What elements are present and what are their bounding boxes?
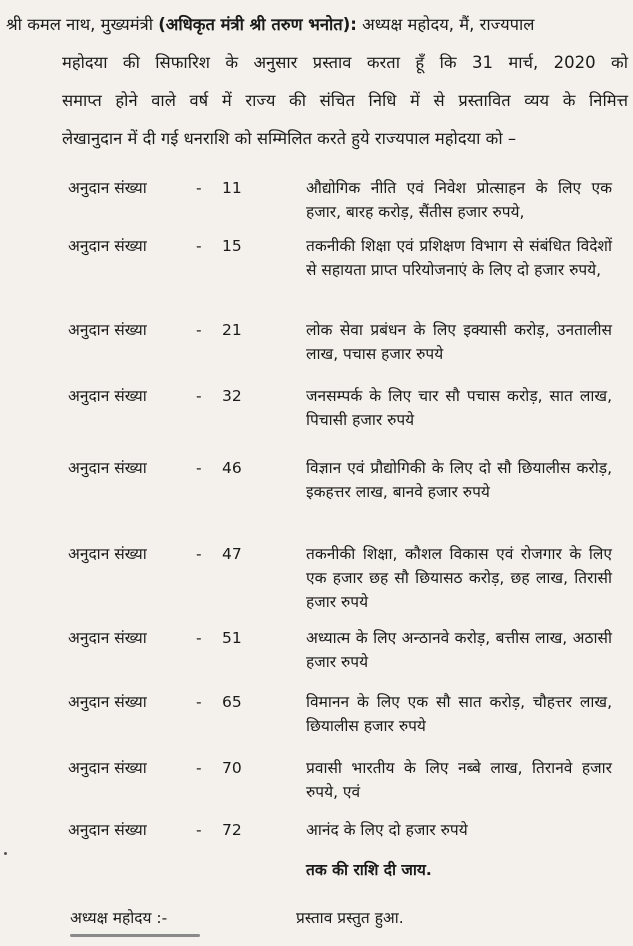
grant-description: अध्यात्म के लिए अन्ठानवे करोड़, बत्तीस लाख, अठासी हजार रुपये: [306, 629, 612, 671]
speaker-name: श्री कमल नाथ, मुख्यमंत्री: [6, 15, 153, 34]
grant-number: 32: [222, 387, 242, 405]
grant-dash: -: [196, 321, 202, 339]
intro-line-1: [6, 6, 628, 44]
grant-number: 70: [222, 759, 242, 777]
grant-number: 51: [222, 629, 242, 647]
grant-dash: -: [196, 387, 202, 405]
grant-description: तकनीकी शिक्षा, कौशल विकास एवं रोजगार के लिए एक हजार छह सौ छियासठ करोड़, छह लाख, तिरासी हजार रुपये: [306, 545, 612, 611]
grant-number: 11: [222, 179, 242, 197]
grant-dash: -: [196, 459, 202, 477]
grant-description: विमानन के लिए एक सौ सात करोड़, चौहत्तर लाख, छियालीस हजार रुपये: [306, 693, 612, 735]
grant-label: अनुदान संख्या: [68, 237, 147, 255]
grant-description: आनंद के लिए दो हजार रुपये: [306, 821, 468, 839]
grant-label: अनुदान संख्या: [68, 629, 147, 647]
grant-label: अनुदान संख्या: [68, 387, 147, 405]
grant-dash: -: [196, 693, 202, 711]
grant-label: अनुदान संख्या: [68, 321, 147, 339]
grant-label: अनुदान संख्या: [68, 821, 147, 839]
grant-label: अनुदान संख्या: [68, 179, 147, 197]
grant-description: विज्ञान एवं प्रौद्योगिकी के लिए दो सौ छियालीस करोड़, इकहत्तर लाख, बानवे हजार रुपये: [306, 459, 612, 501]
footer-speaker: अध्यक्ष महोदय :-: [70, 909, 168, 927]
grant-dash: -: [196, 629, 202, 647]
grant-description: तकनीकी शिक्षा एवं प्रशिक्षण विभाग से संबंधित विदेशों से सहायता प्राप्त परियोजनाएं के लिए दो हजार रुपये,: [306, 237, 612, 279]
stray-dot: [4, 852, 7, 855]
grant-dash: -: [196, 545, 202, 563]
grant-dash: -: [196, 759, 202, 777]
grant-label: अनुदान संख्या: [68, 459, 147, 477]
grant-number: 65: [222, 693, 242, 711]
intro-line-2: महोदया की सिफारिश के अनुसार प्रस्ताव करता हूँ कि 31 मार्च, 2020 को: [62, 53, 628, 72]
intro-line-1-rest: अध्यक्ष महोदय, मैं, राज्यपाल: [356, 15, 535, 34]
grant-dash: -: [196, 237, 202, 255]
footer-response: प्रस्ताव प्रस्तुत हुआ.: [296, 909, 404, 927]
grant-dash: -: [196, 179, 202, 197]
grant-number: 72: [222, 821, 242, 839]
grant-dash: -: [196, 821, 202, 839]
grant-description: लोक सेवा प्रबंधन के लिए इक्यासी करोड़, उनतालीस लाख, पचास हजार रुपये: [306, 321, 612, 363]
intro-paragraph: [6, 6, 628, 158]
grant-description: जनसम्पर्क के लिए चार सौ पचास करोड़, सात लाख, पिचासी हजार रुपये: [306, 387, 612, 429]
intro-line-3: समाप्त होने वाले वर्ष में राज्य की संचित निधि में से प्रस्तावित व्यय के निमित्त: [62, 91, 628, 110]
grant-label: अनुदान संख्या: [68, 693, 147, 711]
grant-number: 21: [222, 321, 242, 339]
grant-description: प्रवासी भारतीय के लिए नब्बे लाख, तिरानवे हजार रुपये, एवं: [306, 759, 612, 801]
grant-label: अनुदान संख्या: [68, 759, 147, 777]
authorized-minister: (अधिकृत मंत्री श्री तरुण भनोत):: [158, 15, 357, 34]
grant-label: अनुदान संख्या: [68, 545, 147, 563]
grant-number: 46: [222, 459, 242, 477]
grant-number: 47: [222, 545, 242, 563]
closing-line: तक की राशि दी जाय.: [306, 861, 432, 879]
grant-description: औद्योगिक नीति एवं निवेश प्रोत्साहन के लिए एक हजार, बारह करोड़, सैंतीस हजार रुपये,: [306, 179, 612, 221]
speaker-underline: [70, 934, 200, 937]
intro-line-4: लेखानुदान में दी गई धनराशि को सम्मिलित करते हुये राज्यपाल महोदया को –: [62, 129, 517, 148]
grant-number: 15: [222, 237, 242, 255]
